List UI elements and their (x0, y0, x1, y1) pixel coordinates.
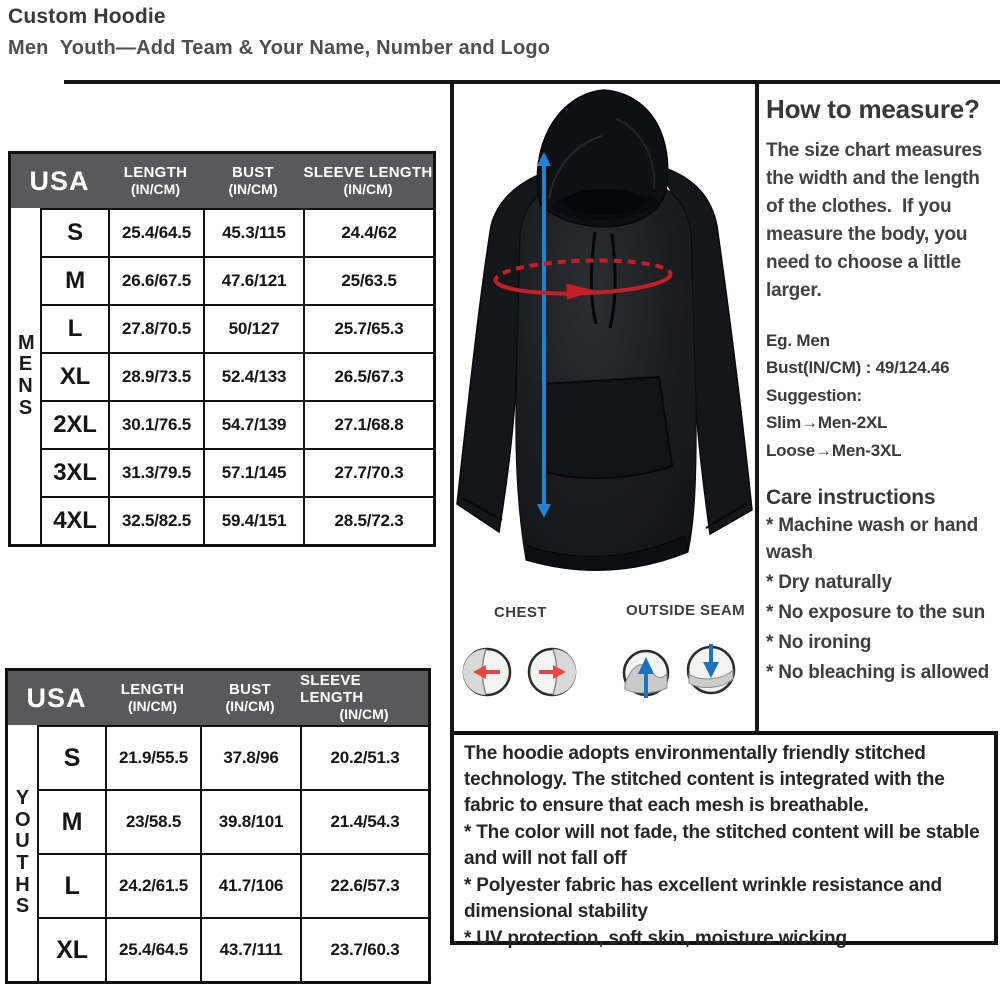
care-item: * No exposure to the sun (766, 602, 986, 624)
length-cell: 32.5/82.5 (108, 498, 203, 544)
care-item: * Dry naturally (766, 572, 892, 594)
description-paragraph: The hoodie adopts environmentally friendly stitched technology. The stitched content is integrated with the fabric to ensure that each mesh is breathable. (464, 743, 945, 817)
description-paragraph: * Polyester fabric has excellent wrinkle resistance and dimensional stability (464, 875, 942, 923)
hoodie-measure-illustration (454, 84, 755, 590)
length-cell: 24.2/61.5 (105, 855, 200, 917)
column-header-length: LENGTH (IN/CM) (120, 680, 185, 714)
example-line: Slim→Men-2XL (766, 413, 888, 433)
length-cell: 21.9/55.5 (105, 727, 200, 789)
bust-cell: 39.8/101 (200, 791, 300, 853)
size-cell: 2XL (53, 411, 97, 438)
example-line: Bust(IN/CM) : 49/124.46 (766, 358, 950, 378)
youth-side-cell (8, 725, 39, 981)
chest-measure-left-icon (463, 649, 510, 695)
size-cell: M (61, 807, 83, 836)
sleeve-cell: 25/63.5 (303, 258, 433, 304)
description-paragraph: * The color will not fade, the stitched content will be stable and will not fall off (464, 822, 980, 870)
page-subtitle: Men Youth—Add Team & Your Name, Number and Logo (8, 37, 551, 59)
example-line: Eg. Men (766, 330, 830, 350)
mens-side-label: MENS (18, 331, 35, 419)
how-to-measure-heading: How to measure? (766, 94, 980, 124)
sleeve-cell: 24.4/62 (303, 210, 433, 256)
sleeve-cell: 26.5/67.3 (303, 354, 433, 400)
sleeve-cell: 21.4/54.3 (300, 791, 428, 853)
product-description-box (450, 731, 998, 950)
size-cell: L (64, 871, 80, 900)
chest-measure-right-icon (529, 649, 576, 695)
length-cell: 23/58.5 (105, 791, 200, 853)
bust-cell: 47.6/121 (203, 258, 303, 304)
size-cell: XL (56, 935, 88, 964)
length-cell: 25.4/64.5 (105, 919, 200, 981)
bust-cell: 41.7/106 (200, 855, 300, 917)
outside-seam-label: OUTSIDE SEAM (626, 602, 745, 619)
example-line: Loose→Men-3XL (766, 440, 902, 460)
size-cell: S (67, 219, 83, 246)
youth-chart-header (8, 671, 428, 725)
sleeve-cell: 23.7/60.3 (300, 919, 428, 981)
column-header-sleeve: SLEEVE LENGTH (IN/CM) (303, 163, 433, 197)
bust-cell: 59.4/151 (203, 498, 303, 544)
column-header-length: LENGTH (IN/CM) (123, 163, 188, 197)
table-row-s (42, 208, 433, 256)
column-header-bust: BUST (IN/CM) (228, 163, 278, 197)
table-row-s (39, 725, 428, 789)
bust-cell: 43.7/111 (200, 919, 300, 981)
table-row-l (42, 304, 433, 352)
length-cell: 28.9/73.5 (108, 354, 203, 400)
size-example-block (766, 327, 996, 465)
measure-guide-body: The size chart measures the width and the length of the clothes. If you measure the body, you need to choose a little larger. (766, 140, 988, 301)
bust-cell: 50/127 (203, 306, 303, 352)
sleeve-cell: 28.5/72.3 (303, 498, 433, 544)
outside-seam-down-icon (688, 644, 734, 693)
column-header-usa: USA (29, 165, 90, 196)
column-header-sleeve: SLEEVE LENGTH (IN/CM) (300, 672, 389, 722)
care-item: * No bleaching is allowed (766, 662, 990, 684)
outside-seam-up-icon (624, 651, 668, 698)
sleeve-cell: 27.1/68.8 (303, 402, 433, 448)
care-item: * Machine wash or hand wash (766, 515, 979, 564)
sleeve-cell: 27.7/70.3 (303, 450, 433, 496)
mens-size-chart (8, 151, 436, 547)
table-row-4xl (42, 496, 433, 544)
table-row-xl (39, 917, 428, 981)
care-item: * No ironing (766, 632, 872, 654)
table-row-3xl (42, 448, 433, 496)
bust-cell: 37.8/96 (200, 727, 300, 789)
length-cell: 27.8/70.5 (108, 306, 203, 352)
measure-guide (766, 94, 996, 687)
size-cell: 3XL (53, 459, 97, 486)
size-cell: 4XL (53, 507, 97, 534)
measure-diagrams (454, 594, 755, 724)
sleeve-cell: 20.2/51.3 (300, 727, 428, 789)
page-title: Custom Hoodie (8, 5, 166, 28)
bust-cell: 57.1/145 (203, 450, 303, 496)
table-row-m (39, 789, 428, 853)
table-row-xl (42, 352, 433, 400)
bust-cell: 45.3/115 (203, 210, 303, 256)
care-instructions-heading: Care instructions (766, 486, 936, 510)
bust-cell: 52.4/133 (203, 354, 303, 400)
size-cell: M (65, 267, 85, 294)
length-cell: 31.3/79.5 (108, 450, 203, 496)
youth-size-chart (5, 668, 431, 984)
hoodie-pocket (542, 377, 672, 478)
measure-diagram-icons (454, 594, 755, 724)
chest-label: CHEST (494, 604, 547, 621)
column-header-bust: BUST (IN/CM) (225, 680, 275, 714)
size-cell: XL (59, 363, 91, 390)
bust-cell: 54.7/139 (203, 402, 303, 448)
hoodie-image (454, 84, 755, 590)
sleeve-cell: 25.7/65.3 (303, 306, 433, 352)
column-header-usa: USA (26, 682, 87, 713)
youth-side-label: YOUTHS (15, 787, 31, 918)
length-cell: 25.4/64.5 (108, 210, 203, 256)
length-cell: 26.6/67.5 (108, 258, 203, 304)
size-cell: S (63, 743, 81, 772)
table-row-m (42, 256, 433, 304)
mens-chart-header (11, 154, 433, 208)
size-cell: L (67, 315, 83, 342)
table-row-l (39, 853, 428, 917)
sleeve-cell: 22.6/57.3 (300, 855, 428, 917)
panel-divider-right (755, 80, 759, 731)
example-line: Suggestion: (766, 385, 863, 405)
description-paragraph: * UV protection, soft skin, moisture wicking (464, 928, 847, 950)
table-row-2xl (42, 400, 433, 448)
mens-side-cell (11, 208, 42, 544)
length-cell: 30.1/76.5 (108, 402, 203, 448)
